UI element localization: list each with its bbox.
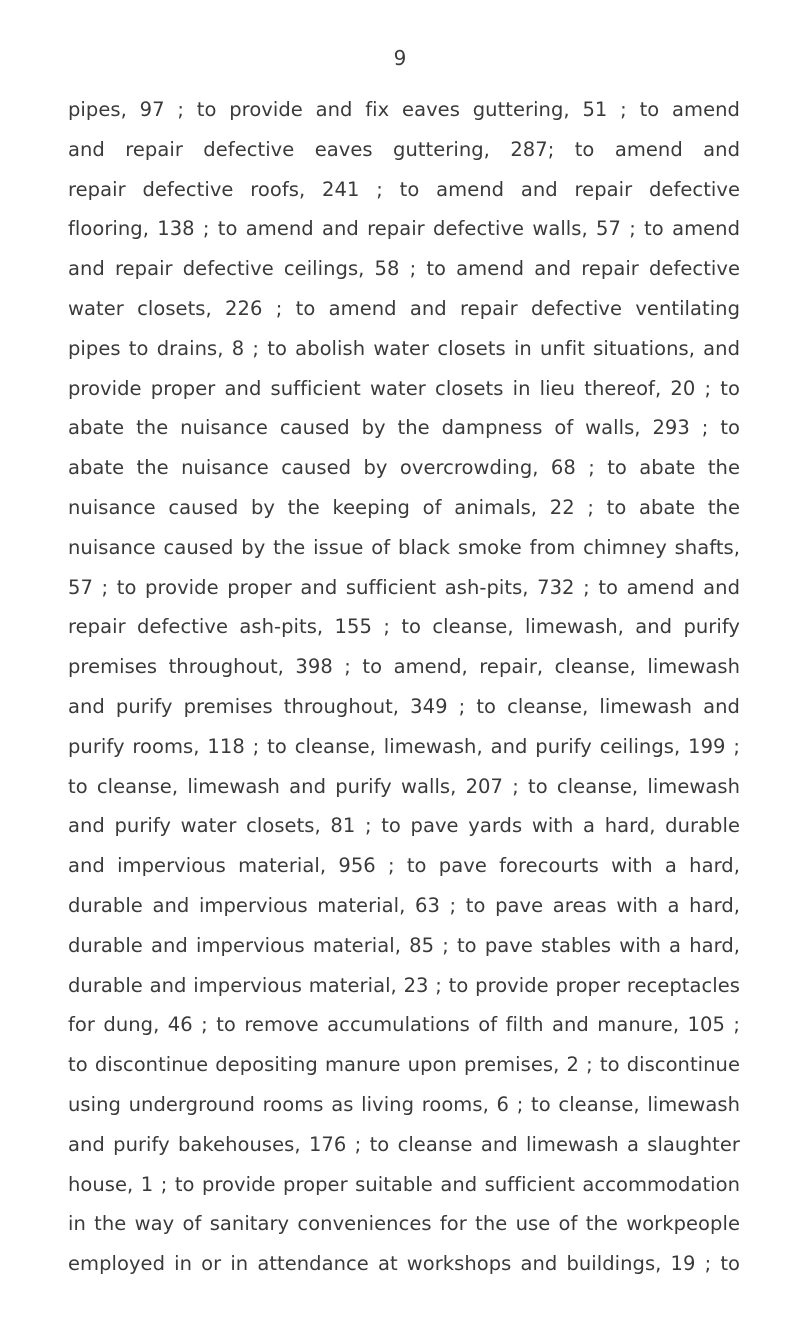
text-line: and repair defective ceilings, 58 ; to amend and repair defective xyxy=(68,257,740,281)
text-line: water closets, 226 ; to amend and repair defective ventilating xyxy=(68,296,740,320)
text-line: durable and impervious material, 85 ; to pave stables with a hard, xyxy=(68,933,740,957)
text-line: to cleanse, limewash and purify walls, 207 ; to cleanse, limewash xyxy=(68,774,740,798)
text-line: repair defective roofs, 241 ; to amend and repair defective xyxy=(68,177,740,201)
text-line: purify rooms, 118 ; to cleanse, limewash, and purify ceilings, 199 ; xyxy=(68,734,740,758)
text-line: and impervious material, 956 ; to pave forecourts with a hard, xyxy=(68,854,740,878)
text-line: nuisance caused by the keeping of animals, 22 ; to abate the xyxy=(68,495,740,519)
text-line: for dung, 46 ; to remove accumulations of filth and manure, 105 ; xyxy=(68,1013,740,1037)
text-line: flooring, 138 ; to amend and repair defective walls, 57 ; to amend xyxy=(68,217,740,241)
text-line: and purify water closets, 81 ; to pave yards with a hard, durable xyxy=(68,814,740,838)
body-paragraph xyxy=(68,90,740,1284)
text-line: and purify bakehouses, 176 ; to cleanse and limewash a slaughter xyxy=(68,1132,740,1156)
text-line: employed in or in attendance at workshops and buildings, 19 ; to xyxy=(68,1252,740,1276)
text-line: provide proper and sufficient water closets in lieu thereof, 20 ; to xyxy=(68,376,740,400)
text-line: in the way of sanitary conveniences for the use of the workpeople xyxy=(68,1212,740,1236)
text-line: pipes, 97 ; to provide and fix eaves guttering, 51 ; to amend xyxy=(68,98,740,121)
text-line: using underground rooms as living rooms, 6 ; to cleanse, limewash xyxy=(68,1092,740,1116)
text-line: repair defective ash-pits, 155 ; to cleanse, limewash, and purify xyxy=(68,615,740,639)
text-line: 57 ; to provide proper and sufficient ash-pits, 732 ; to amend and xyxy=(68,575,740,599)
text-line: nuisance caused by the issue of black smoke from chimney shafts, xyxy=(68,535,740,559)
text-line: house, 1 ; to provide proper suitable and sufficient accommodation xyxy=(68,1172,740,1196)
text-line: durable and impervious material, 23 ; to provide proper receptacles xyxy=(68,973,740,997)
page-number: 9 xyxy=(393,46,407,70)
text-line: and repair defective eaves guttering, 287; to amend and xyxy=(68,137,740,161)
text-line: pipes to drains, 8 ; to abolish water closets in unfit situations, and xyxy=(68,336,740,360)
text-line: premises throughout, 398 ; to amend, repair, cleanse, limewash xyxy=(68,655,740,679)
text-line: abate the nuisance caused by overcrowding, 68 ; to abate the xyxy=(68,456,740,480)
text-line: to discontinue depositing manure upon premises, 2 ; to discontinue xyxy=(68,1053,740,1077)
text-line: and purify premises throughout, 349 ; to cleanse, limewash and xyxy=(68,694,740,718)
text-line: abate the nuisance caused by the dampness of walls, 293 ; to xyxy=(68,416,740,440)
text-line: durable and impervious material, 63 ; to pave areas with a hard, xyxy=(68,893,740,917)
